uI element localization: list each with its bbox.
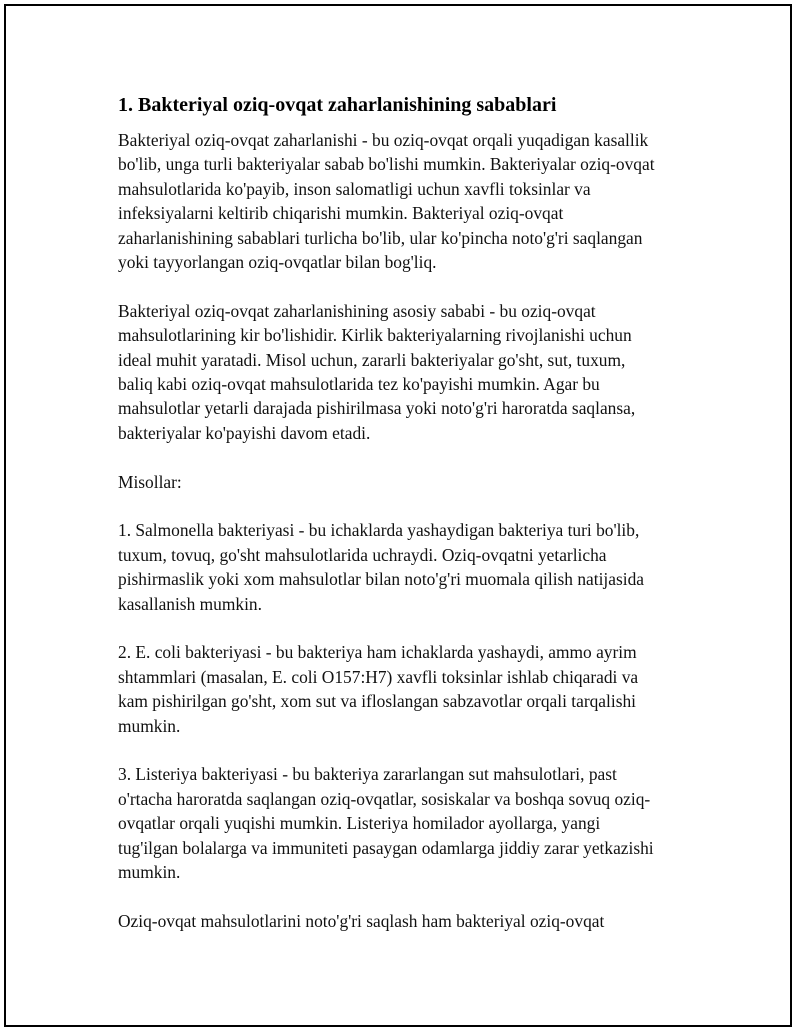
text-line: infeksiyalarni keltirib chiqarishi mumkin. Bakteriyal oziq-ovqat: [118, 203, 564, 224]
text-line: Bakteriyal oziq-ovqat zaharlanishining asosiy sababi - bu oziq-ovqat: [118, 300, 596, 321]
paragraph-intro: [118, 128, 698, 274]
text-line: o'rtacha haroratda saqlangan oziq-ovqatlar, sosiskalar va boshqa sovuq oziq-: [118, 788, 651, 809]
text-line: bakteriyalar ko'payishi davom etadi.: [118, 422, 371, 443]
paragraph-example-ecoli: [118, 640, 698, 738]
paragraph-main-cause: [118, 299, 698, 445]
text-line: zaharlanishining sabablari turlicha bo'lib, ular ko'pincha noto'g'ri saqlangan: [118, 227, 643, 248]
text-line: mahsulotlarida ko'payib, inson salomatligi uchun xavfli toksinlar va: [118, 178, 591, 199]
text-line: pishirmaslik yoki xom mahsulotlar bilan noto'g'ri muomala qilish natijasida: [118, 569, 644, 590]
paragraph-examples-heading: [118, 470, 698, 494]
paragraph-storage: [118, 909, 698, 933]
text-line: 3. Listeriya bakteriyasi - bu bakteriya zararlangan sut mahsulotlari, past: [118, 764, 617, 785]
text-line: bo'lib, unga turli bakteriyalar sabab bo'lishi mumkin. Bakteriyalar oziq-ovqat: [118, 154, 655, 175]
document-body: [118, 92, 698, 958]
text-line: kasallanish mumkin.: [118, 593, 262, 614]
text-line: Bakteriyal oziq-ovqat zaharlanishi - bu oziq-ovqat orqali yuqadigan kasallik: [118, 130, 649, 150]
text-line: mahsulotlarining kir bo'lishidir. Kirlik bakteriyalarning rivojlanishi uchun: [118, 325, 632, 346]
text-line: mumkin.: [118, 862, 181, 883]
text-line: Misollar:: [118, 471, 182, 492]
text-line: 2. E. coli bakteriyasi - bu bakteriya ham ichaklarda yashaydi, ammo ayrim: [118, 642, 637, 663]
text-line: Oziq-ovqat mahsulotlarini noto'g'ri saqlash ham bakteriyal oziq-ovqat: [118, 910, 605, 931]
text-line: baliq kabi oziq-ovqat mahsulotlarida tez ko'payishi mumkin. Agar bu: [118, 374, 600, 395]
paragraph-example-salmonella: [118, 518, 698, 616]
text-line: tug'ilgan bolalarga va immuniteti pasaygan odamlarga jiddiy zarar yetkazishi: [118, 837, 654, 858]
paragraph-example-listeria: [118, 762, 698, 884]
text-line: ideal muhit yaratadi. Misol uchun, zararli bakteriyalar go'sht, sut, tuxum,: [118, 349, 626, 370]
text-line: mumkin.: [118, 715, 181, 736]
text-line: ovqatlar orqali yuqishi mumkin. Listeriya homilador ayollarga, yangi: [118, 813, 601, 834]
text-line: shtammlari (masalan, E. coli O157:H7) xavfli toksinlar ishlab chiqaradi va: [118, 666, 639, 687]
document-title: 1. Bakteriyal oziq-ovqat zaharlanishining sabablari: [118, 94, 557, 116]
text-line: kam pishirilgan go'sht, xom sut va ifloslangan sabzavotlar orqali tarqalishi: [118, 691, 636, 712]
text-line: 1. Salmonella bakteriyasi - bu ichaklarda yashaydigan bakteriya turi bo'lib,: [118, 520, 640, 541]
text-line: mahsulotlar yetarli darajada pishirilmasa yoki noto'g'ri haroratda saqlansa,: [118, 398, 636, 419]
text-line: tuxum, tovuq, go'sht mahsulotlarida uchraydi. Oziq-ovqatni yetarlicha: [118, 544, 607, 565]
text-line: yoki tayyorlangan oziq-ovqatlar bilan bog'liq.: [118, 252, 437, 273]
